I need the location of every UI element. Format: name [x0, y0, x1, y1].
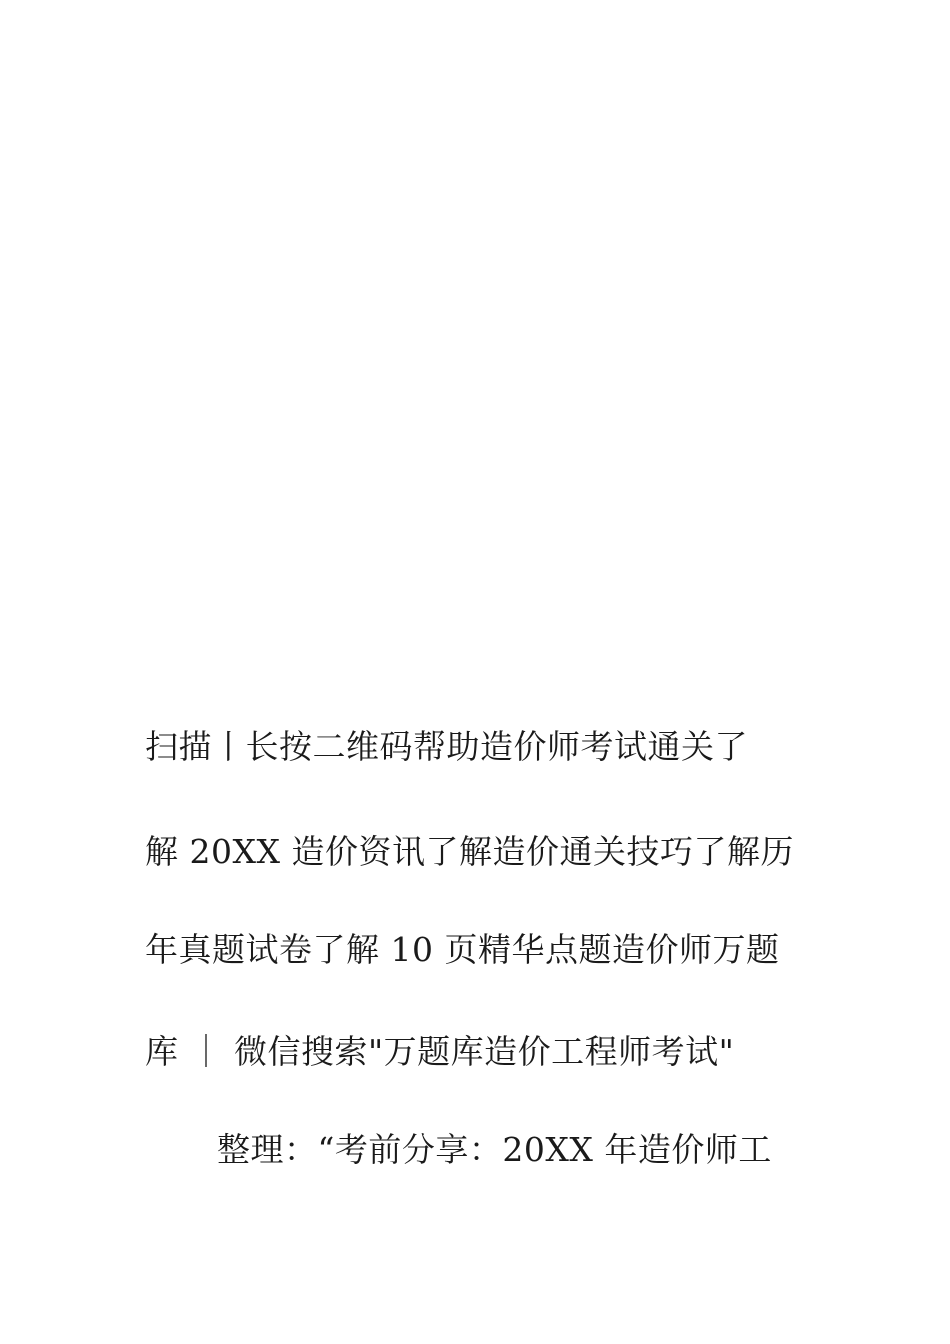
text-line-5: 整理：“考前分享：20XX 年造价师工	[217, 1130, 772, 1169]
text-line-3: 年真题试卷了解 10 页精华点题造价师万题	[145, 930, 780, 969]
text-line-4: 库 ｜ 微信搜索"万题库造价工程师考试"	[145, 1032, 735, 1071]
text-line-2: 解 20XX 造价资讯了解造价通关技巧了解历	[145, 832, 794, 871]
text-line-1: 扫描丨长按二维码帮助造价师考试通关了	[145, 727, 748, 766]
